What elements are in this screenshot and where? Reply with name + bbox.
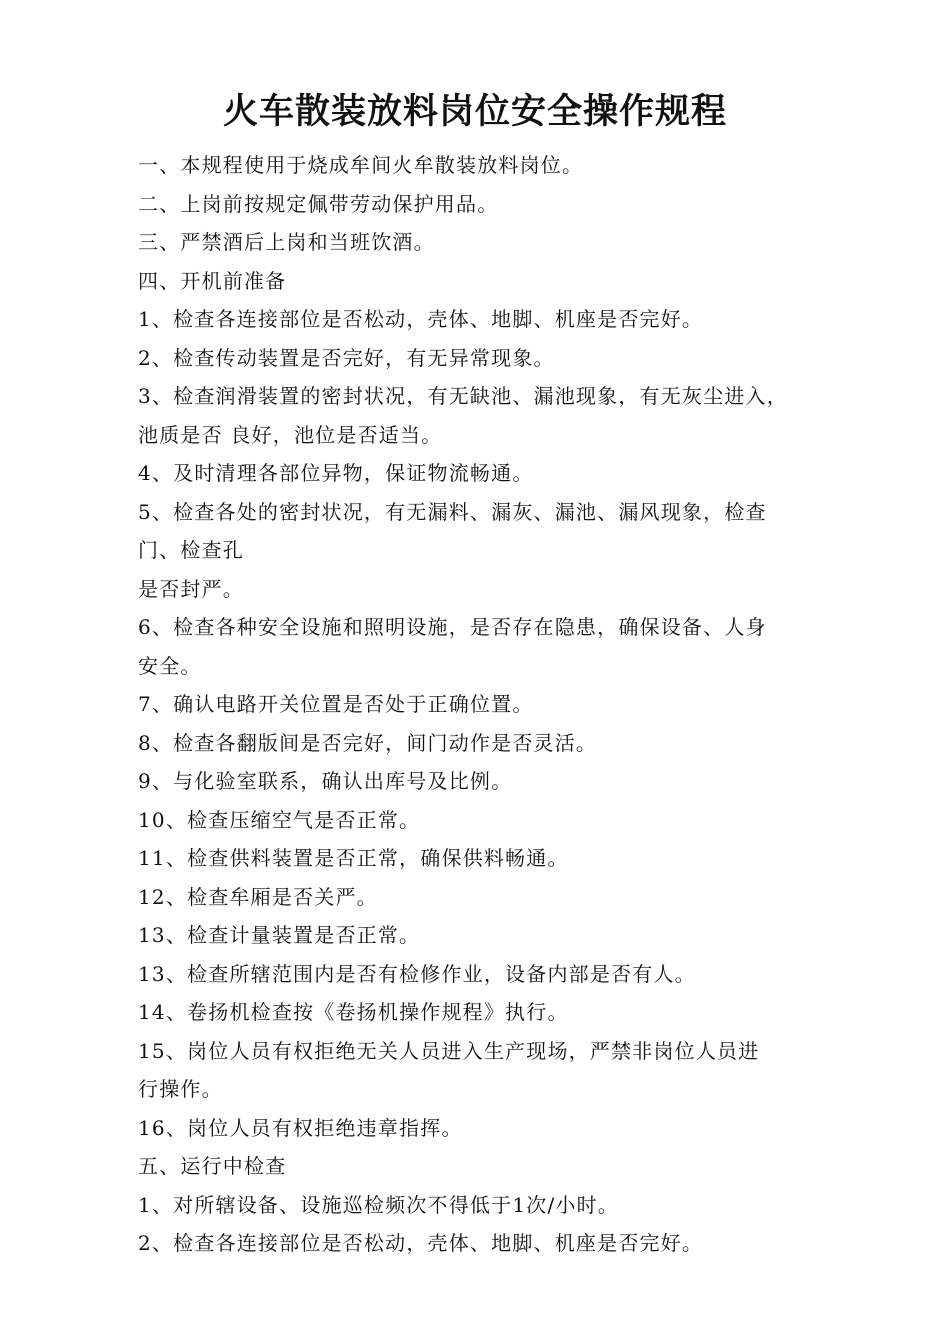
text-line: 13、检查计量装置是否正常。 bbox=[138, 923, 421, 947]
document-body bbox=[138, 146, 828, 1263]
text-line: 安全。 bbox=[138, 653, 202, 678]
text-line: 16、岗位人员有权拒绝违章指挥。 bbox=[138, 1115, 463, 1140]
text-line: 2、检查各连接部位是否松动，壳体、地脚、机座是否完好。 bbox=[138, 1231, 704, 1255]
text-line: 12、检查牟厢是否关严。 bbox=[138, 884, 378, 909]
text-line: 5、检查各处的密封状况，有无漏料、漏灰、漏池、漏风现象，检查 bbox=[138, 499, 767, 524]
document-title: 火车散装放料岗位安全操作规程 bbox=[222, 92, 727, 132]
text-line: 门、检查孔 bbox=[138, 538, 244, 562]
text-line: 一、本规程使用于烧成牟间火牟散装放料岗位。 bbox=[138, 153, 584, 177]
text-line: 11、检查供料装置是否正常，确保供料畅通。 bbox=[138, 846, 569, 870]
section-heading: 四、开机前准备 bbox=[138, 268, 287, 293]
text-line: 14、卷扬机检查按《卷扬机操作规程》执行。 bbox=[138, 1000, 569, 1024]
text-line: 8、检查各翻版间是否完好，间门动作是否灵活。 bbox=[138, 730, 598, 755]
text-line: 3、检查润滑装置的密封状况，有无缺池、漏池现象，有无灰尘进入， bbox=[138, 384, 788, 408]
text-line: 13、检查所辖范围内是否有检修作业，设备内部是否有人。 bbox=[138, 961, 696, 986]
text-line: 15、岗位人员有权拒绝无关人员进入生产现场，严禁非岗位人员进 bbox=[138, 1038, 760, 1063]
text-line: 4、及时清理各部位异物，保证物流畅通。 bbox=[138, 461, 534, 485]
text-line: 9、与化验室联系，确认出库号及比例。 bbox=[138, 769, 513, 793]
text-line: 1、检查各连接部位是否松动，壳体、地脚、机座是否完好。 bbox=[138, 307, 704, 331]
text-line: 6、检查各种安全设施和照明设施，是否存在隐患，确保设备、人身 bbox=[138, 615, 767, 639]
section-heading: 五、运行中检查 bbox=[138, 1154, 287, 1178]
text-line: 二、上岗前按规定佩带劳动保护用品。 bbox=[138, 191, 499, 216]
text-line: 是否封严。 bbox=[138, 576, 244, 601]
text-line: 10、检查压缩空气是否正常。 bbox=[138, 807, 421, 832]
text-line: 三、严禁酒后上岗和当班饮酒。 bbox=[138, 230, 435, 254]
text-line: 行操作。 bbox=[138, 1077, 223, 1101]
text-line: 池质是否 良好，池位是否适当。 bbox=[138, 422, 443, 447]
text-line: 7、确认电路开关位置是否处于正确位置。 bbox=[138, 692, 534, 716]
text-line: 1、对所辖设备、设施巡检频次不得低于1次/小时。 bbox=[138, 1192, 619, 1217]
text-line: 2、检查传动装置是否完好，有无异常现象。 bbox=[138, 345, 555, 370]
